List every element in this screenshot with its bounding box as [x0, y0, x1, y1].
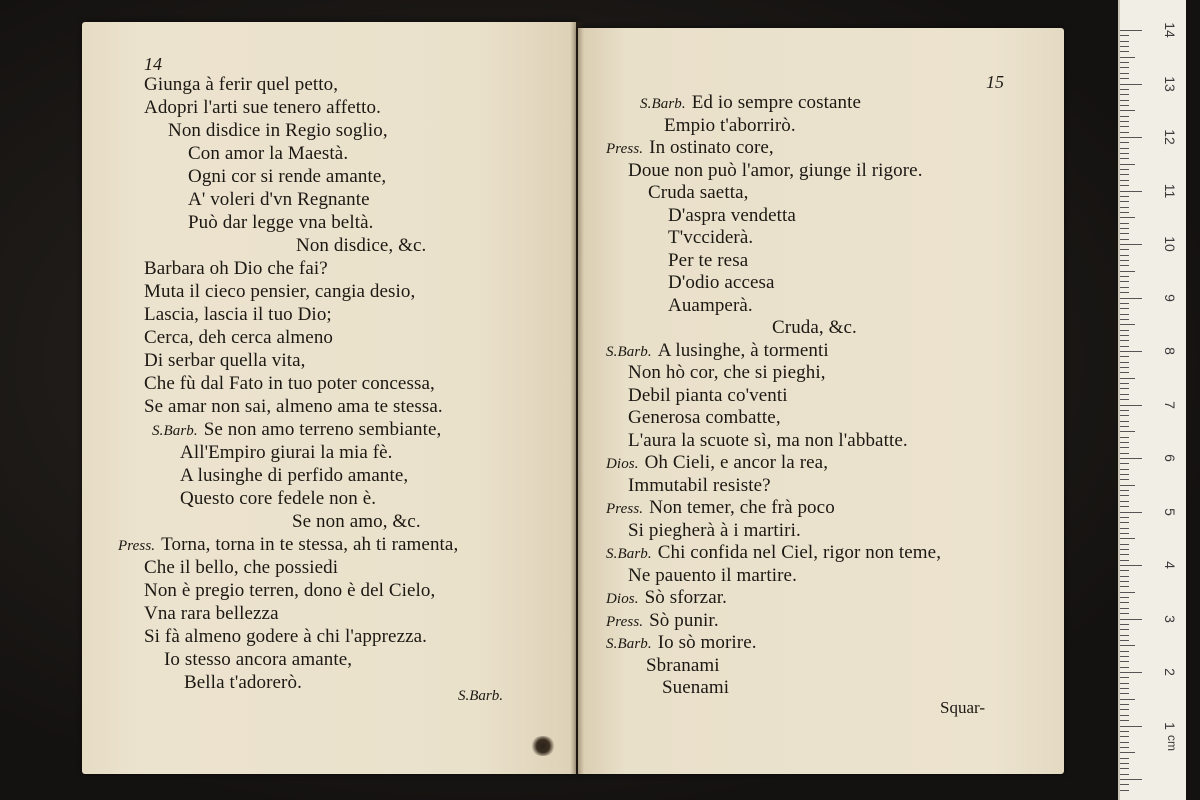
text-line: [628, 475, 771, 497]
verse-text: Bella t'adorerò.: [184, 672, 302, 693]
ruler-tick: [1120, 544, 1129, 545]
verse-text: A lusinghe di perfido amante,: [180, 465, 409, 486]
ruler-tick: [1120, 73, 1129, 74]
ruler-number: 12: [1162, 129, 1178, 145]
text-line: [628, 520, 801, 542]
ruler-tick: [1120, 89, 1129, 90]
text-line: [180, 465, 408, 487]
ruler-tick: [1120, 485, 1135, 486]
text-line: [646, 655, 720, 677]
verse-text: T'vcciderà.: [668, 227, 754, 248]
ruler-number: 7: [1162, 400, 1178, 409]
ruler-tick: [1120, 784, 1129, 785]
verse-text: Se amar non sai, almeno ama te stessa.: [144, 396, 443, 417]
verse-text: Io sò morire.: [657, 632, 757, 653]
book-gutter: [570, 22, 584, 774]
ruler-number: 13: [1162, 75, 1178, 92]
text-line: [628, 565, 797, 587]
ruler-tick: [1120, 126, 1129, 127]
ruler-tick: [1120, 736, 1129, 737]
ruler-tick: [1120, 265, 1129, 266]
ruler-tick: [1120, 565, 1142, 566]
ruler-tick: [1120, 677, 1129, 678]
ruler-tick: [1120, 570, 1129, 571]
verse-text: Con amor la Maestà.: [188, 143, 349, 164]
ruler-tick: [1120, 790, 1129, 791]
verse-text: Se non amo, &c.: [292, 511, 421, 532]
speaker-label: S.Barb.: [606, 343, 652, 360]
text-line: [180, 442, 393, 464]
speaker-label: S.Barb.: [640, 96, 686, 112]
ruler-tick: [1120, 148, 1129, 149]
ruler-tick: [1120, 276, 1129, 277]
ruler-tick: [1120, 608, 1129, 609]
ruler-tick: [1120, 78, 1129, 79]
verse-text: Auamperà.: [668, 294, 753, 316]
ruler-tick: [1120, 51, 1129, 52]
ruler-tick: [1120, 340, 1129, 341]
verse-text: Si fà almeno godere à chi l'apprezza.: [144, 626, 428, 647]
text-line: [180, 488, 376, 510]
ruler-tick: [1120, 319, 1129, 320]
verse-text: Sò punir.: [649, 609, 719, 631]
ruler-tick: [1120, 324, 1135, 325]
ruler-tick: [1120, 688, 1129, 689]
text-line: [640, 92, 861, 115]
speaker-label: Press.: [606, 501, 644, 517]
ruler-number: 3: [1162, 614, 1178, 623]
verse-text: Cruda saetta,: [648, 182, 749, 203]
ruler-number: 2: [1162, 668, 1178, 676]
ruler-tick: [1120, 421, 1129, 422]
text-line: [168, 120, 388, 142]
verse-text: D'odio accesa: [668, 272, 775, 293]
verse-text: Per te resa: [668, 249, 749, 271]
ruler-tick: [1120, 335, 1129, 336]
text-line: [664, 115, 796, 137]
ruler-tick: [1120, 779, 1142, 780]
text-line: [188, 143, 348, 165]
speaker-label: S.Barb.: [606, 546, 652, 562]
ruler-tick: [1120, 35, 1129, 36]
ruler-tick: [1120, 560, 1129, 561]
text-line: [668, 205, 796, 227]
speaker-label: Press.: [118, 538, 156, 554]
ruler-tick: [1120, 244, 1142, 245]
verse-text: Si piegherà à i martiri.: [628, 519, 801, 541]
text-line: [606, 587, 727, 610]
ruler-tick: [1120, 410, 1129, 411]
verse-text: Non è pregio terren, dono è del Cielo,: [144, 580, 436, 601]
ruler-tick: [1120, 554, 1129, 555]
ruler-tick: [1120, 629, 1129, 630]
text-line: [118, 534, 458, 557]
text-line: [144, 557, 338, 579]
ruler-tick: [1120, 399, 1129, 400]
ruler-number: 6: [1162, 454, 1178, 462]
ruler-tick: [1120, 110, 1135, 111]
ruler-tick: [1120, 308, 1129, 309]
ruler-tick: [1120, 249, 1129, 250]
ruler-tick: [1120, 303, 1129, 304]
text-line: [144, 396, 443, 418]
verse-text: Empio t'aborrirò.: [664, 114, 796, 136]
verse-text: Giunga à ferir quel petto,: [144, 74, 339, 95]
text-line: [668, 272, 775, 294]
text-line: [668, 227, 753, 249]
text-line: [144, 373, 435, 395]
ruler-tick: [1120, 726, 1142, 727]
ruler-tick: [1120, 619, 1142, 620]
verse-text: Non temer, che frà poco: [649, 497, 835, 518]
ruler-tick: [1120, 94, 1129, 95]
ruler-tick: [1120, 720, 1129, 721]
ruler-tick: [1120, 731, 1129, 732]
ruler-tick: [1120, 84, 1142, 85]
verse-text: Oh Cieli, e ancor la rea,: [644, 452, 829, 473]
ruler-tick: [1120, 672, 1142, 673]
ruler-tick: [1120, 586, 1129, 587]
ruler-tick: [1120, 635, 1129, 636]
verse-text: Io stesso ancora amante,: [164, 649, 353, 670]
verse-text: Immutabil resiste?: [628, 474, 771, 496]
text-line: [188, 212, 373, 234]
ruler-tick: [1120, 378, 1135, 379]
text-line: [144, 74, 338, 96]
ruler-tick: [1120, 613, 1129, 614]
text-line: [628, 407, 781, 429]
ruler-tick: [1120, 142, 1129, 143]
speaker-label: Dios.: [606, 456, 639, 472]
ruler-tick: [1120, 330, 1129, 331]
ruler-tick: [1120, 768, 1129, 769]
ruler-tick: [1120, 415, 1129, 416]
ruler-tick: [1120, 490, 1129, 491]
ruler-tick: [1120, 661, 1129, 662]
ruler-tick: [1120, 667, 1129, 668]
text-line: [606, 137, 774, 160]
speaker-label: Press.: [606, 141, 644, 157]
ruler-tick: [1120, 298, 1142, 299]
ruler-tick: [1120, 174, 1129, 175]
ruler-tick: [1120, 41, 1129, 42]
ruler-tick: [1120, 153, 1129, 154]
ruler-tick: [1120, 501, 1129, 502]
ruler-tick: [1120, 479, 1129, 480]
text-line: [188, 166, 386, 188]
verse-text: Doue non può l'amor, giunge il rigore.: [628, 159, 923, 181]
ruler-tick: [1120, 758, 1129, 759]
ruler-tick: [1120, 207, 1129, 208]
ruler-tick: [1120, 281, 1129, 282]
ruler-tick: [1120, 164, 1135, 165]
ruler-tick: [1120, 196, 1129, 197]
verse-text: Ed io sempre costante: [691, 92, 862, 113]
ruler-tick: [1120, 656, 1129, 657]
ruler-tick: [1120, 372, 1129, 373]
ruler-tick: [1120, 287, 1129, 288]
ruler-tick: [1120, 699, 1135, 700]
text-line: [606, 497, 835, 520]
ruler-tick: [1120, 426, 1129, 427]
verse-text: Non disdice, &c.: [296, 235, 427, 256]
ruler-tick: [1120, 223, 1129, 224]
ruler-tick: [1120, 715, 1129, 716]
ruler-tick: [1120, 645, 1135, 646]
text-line: [164, 649, 352, 671]
verse-text: Non hò cor, che si pieghi,: [628, 362, 826, 383]
ruler-tick: [1120, 597, 1129, 598]
ruler-tick: [1120, 271, 1135, 272]
ruler-tick: [1120, 651, 1129, 652]
ruler-unit-label: cm: [1165, 735, 1179, 751]
text-line: [296, 235, 426, 257]
text-line: [772, 317, 857, 339]
text-line: [628, 362, 826, 384]
ruler-tick: [1120, 362, 1129, 363]
ruler-tick: [1120, 314, 1129, 315]
ruler-tick: [1120, 453, 1129, 454]
text-line: [144, 580, 435, 602]
ruler-tick: [1120, 388, 1129, 389]
text-line: [628, 430, 908, 452]
ruler-number: 11: [1162, 183, 1178, 198]
ruler-tick: [1120, 185, 1129, 186]
ruler-tick: [1120, 67, 1129, 68]
verse-text: Suenami: [662, 677, 730, 698]
text-line: [184, 672, 302, 694]
ruler-tick: [1120, 158, 1129, 159]
speaker-label: Press.: [606, 613, 644, 630]
ruler-tick: [1120, 116, 1129, 117]
verse-text: D'aspra vendetta: [668, 204, 796, 226]
verse-text: Che fù dal Fato in tuo poter concessa,: [144, 373, 435, 394]
ruler-tick: [1120, 538, 1135, 539]
ruler-tick: [1120, 602, 1129, 603]
ruler-tick: [1120, 533, 1129, 534]
text-line: [606, 632, 757, 655]
verse-text: Se non amo terreno sembiante,: [203, 419, 442, 440]
ruler-tick: [1120, 512, 1142, 513]
speaker-label: S.Barb.: [606, 636, 652, 652]
text-line: [144, 97, 381, 119]
text-line: [144, 350, 306, 372]
ruler-tick: [1120, 180, 1129, 181]
ruler-tick: [1120, 356, 1129, 357]
ruler-tick: [1120, 169, 1129, 170]
verse-text: Non disdice in Regio soglio,: [168, 120, 388, 141]
verse-text: A lusinghe, à tormenti: [657, 339, 829, 361]
ruler-tick: [1120, 522, 1129, 523]
ruler-tick: [1120, 431, 1135, 432]
ruler-tick: [1120, 576, 1129, 577]
ruler-tick: [1120, 640, 1129, 641]
ruler-tick: [1120, 528, 1129, 529]
text-line: [144, 626, 427, 648]
verse-text: L'aura la scuote sì, ma non l'abbatte.: [628, 429, 908, 451]
ruler-tick: [1120, 763, 1129, 764]
ruler-tick: [1120, 506, 1129, 507]
text-line: [662, 677, 729, 699]
ruler-tick: [1120, 437, 1129, 438]
text-line: [628, 385, 788, 407]
verse-text: Barbara oh Dio che fai?: [144, 258, 328, 279]
ruler-tick: [1120, 121, 1129, 122]
verse-text: All'Empiro giurai la mia fè.: [180, 442, 393, 463]
ruler-tick: [1120, 693, 1129, 694]
ruler-tick: [1120, 100, 1129, 101]
ruler-tick: [1120, 742, 1129, 743]
ruler-tick: [1120, 255, 1129, 256]
measuring-ruler: [1118, 0, 1186, 800]
text-line: [648, 182, 748, 204]
left-page-number: 14: [144, 54, 162, 74]
text-line: [668, 295, 753, 317]
text-line: [606, 542, 941, 565]
verse-text: Può dar legge vna beltà.: [188, 212, 374, 233]
left-catchword: S.Barb.: [458, 688, 503, 704]
ruler-number: 5: [1162, 507, 1178, 516]
ruler-tick: [1120, 405, 1142, 406]
verse-text: Questo core fedele non è.: [180, 488, 377, 509]
text-line: [628, 160, 923, 182]
right-page-number: 15: [986, 72, 1004, 92]
ruler-tick: [1120, 383, 1129, 384]
text-line: [188, 189, 370, 211]
ruler-tick: [1120, 228, 1129, 229]
text-line: [144, 327, 333, 349]
verse-text: Vna rara bellezza: [144, 603, 279, 624]
ruler-tick: [1120, 62, 1129, 63]
text-line: [144, 258, 328, 280]
ruler-tick: [1120, 46, 1129, 47]
ruler-tick: [1120, 709, 1129, 710]
text-line: [606, 340, 829, 363]
verse-text: In ostinato core,: [649, 137, 774, 158]
ruler-tick: [1120, 292, 1129, 293]
ruler-tick: [1120, 442, 1129, 443]
ruler-number: 10: [1162, 236, 1178, 252]
ruler-tick: [1120, 132, 1129, 133]
speaker-label: Dios.: [606, 591, 639, 607]
ruler-tick: [1120, 137, 1142, 138]
text-line: [144, 304, 332, 326]
ruler-tick: [1120, 463, 1129, 464]
verse-text: Sbranami: [646, 654, 720, 676]
verse-text: Muta il cieco pensier, cangia desio,: [144, 281, 416, 302]
ruler-tick: [1120, 201, 1129, 202]
verse-text: Sò sforzar.: [644, 587, 727, 608]
verse-text: A' voleri d'vn Regnante: [188, 189, 370, 210]
verse-text: Cruda, &c.: [772, 317, 857, 338]
ruler-tick: [1120, 774, 1129, 775]
ruler-tick: [1120, 394, 1129, 395]
ruler-tick: [1120, 30, 1142, 31]
ruler-tick: [1120, 212, 1129, 213]
verse-text: Torna, torna in te stessa, ah ti ramenta,: [161, 534, 459, 555]
ruler-tick: [1120, 346, 1129, 347]
ruler-tick: [1120, 458, 1142, 459]
verse-text: Chi confida nel Ciel, rigor non teme,: [657, 542, 942, 563]
ruler-tick: [1120, 704, 1129, 705]
ruler-tick: [1120, 351, 1142, 352]
text-line: [668, 250, 748, 272]
ruler-tick: [1120, 217, 1135, 218]
ruler-tick: [1120, 549, 1129, 550]
text-line: [606, 452, 828, 475]
ruler-tick: [1120, 495, 1129, 496]
ruler-tick: [1120, 105, 1129, 106]
ruler-tick: [1120, 752, 1135, 753]
verse-text: Di serbar quella vita,: [144, 350, 306, 371]
ruler-number: 4: [1162, 561, 1178, 569]
text-line: [292, 511, 421, 533]
verse-text: Ogni cor si rende amante,: [188, 166, 387, 187]
ruler-number: 14: [1162, 22, 1178, 38]
ink-blot: [530, 736, 556, 756]
ruler-number: 8: [1162, 347, 1178, 355]
ruler-number: 9: [1162, 293, 1178, 302]
ruler-tick: [1120, 581, 1129, 582]
ruler-tick: [1120, 683, 1129, 684]
ruler-tick: [1120, 517, 1129, 518]
ruler-tick: [1120, 624, 1129, 625]
ruler-tick: [1120, 747, 1129, 748]
verse-text: Ne pauento il martire.: [628, 564, 797, 586]
speaker-label: S.Barb.: [152, 423, 198, 439]
ruler-tick: [1120, 474, 1129, 475]
right-catchword: Squar-: [940, 698, 985, 717]
ruler-tick: [1120, 239, 1129, 240]
text-line: [606, 610, 719, 633]
verse-text: Adopri l'arti sue tenero affetto.: [144, 97, 381, 118]
ruler-tick: [1120, 469, 1129, 470]
ruler-tick: [1120, 233, 1129, 234]
verse-text: Che il bello, che possiedi: [144, 557, 339, 578]
text-line: [144, 281, 415, 303]
text-line: [144, 603, 279, 625]
ruler-tick: [1120, 191, 1142, 192]
ruler-tick: [1120, 367, 1129, 368]
ruler-tick: [1120, 447, 1129, 448]
ruler-tick: [1120, 57, 1135, 58]
verse-text: Debil pianta co'venti: [628, 384, 788, 406]
verse-text: Lascia, lascia il tuo Dio;: [144, 304, 332, 325]
verse-text: Cerca, deh cerca almeno: [144, 327, 334, 348]
ruler-tick: [1120, 592, 1135, 593]
ruler-number: 1: [1162, 721, 1178, 730]
ruler-tick: [1120, 260, 1129, 261]
verse-text: Generosa combatte,: [628, 407, 781, 428]
text-line: [152, 419, 441, 442]
